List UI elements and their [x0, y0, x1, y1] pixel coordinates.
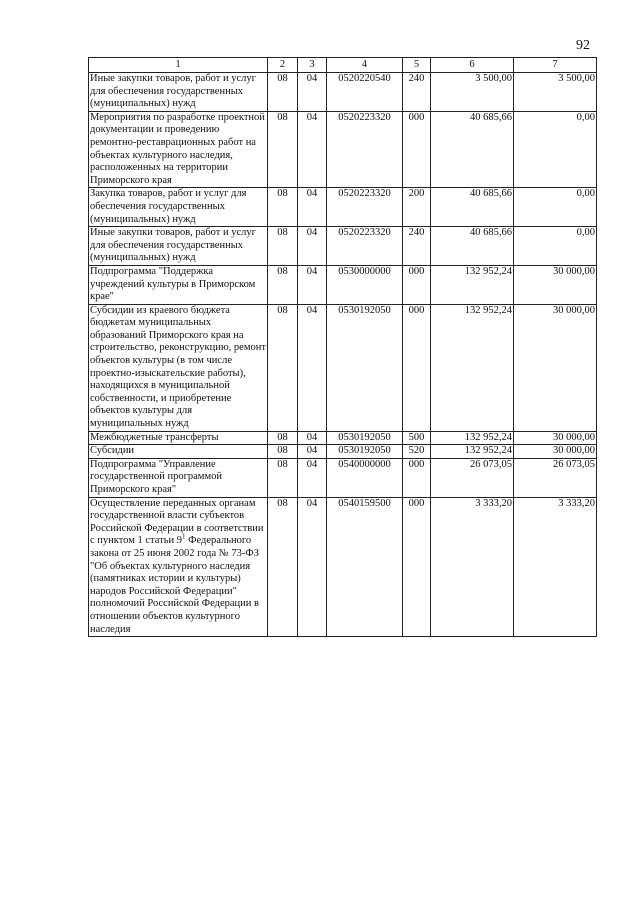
row-amount-1: 3 333,20 [431, 497, 514, 637]
row-section: 08 [268, 227, 298, 266]
row-expense-type: 240 [403, 73, 431, 112]
row-expense-type: 000 [403, 458, 431, 497]
row-subsection: 04 [298, 497, 327, 637]
row-section: 08 [268, 304, 298, 431]
row-target-article: 0540159500 [327, 497, 403, 637]
row-section: 08 [268, 188, 298, 227]
row-amount-1: 40 685,66 [431, 227, 514, 266]
row-amount-1: 40 685,66 [431, 188, 514, 227]
row-amount-2: 30 000,00 [514, 304, 597, 431]
row-section: 08 [268, 445, 298, 459]
row-amount-2: 0,00 [514, 111, 597, 188]
column-header: 1 [89, 58, 268, 73]
row-section: 08 [268, 73, 298, 112]
row-target-article: 0530192050 [327, 445, 403, 459]
row-expense-type: 000 [403, 265, 431, 304]
row-target-article: 0540000000 [327, 458, 403, 497]
row-subsection: 04 [298, 73, 327, 112]
row-subsection: 04 [298, 431, 327, 445]
row-amount-2: 0,00 [514, 227, 597, 266]
row-name: Иные закупки товаров, работ и услуг для обеспечения государственных (муниципальных) нужд [89, 73, 268, 112]
row-expense-type: 520 [403, 445, 431, 459]
table-row [89, 497, 597, 637]
budget-table [88, 57, 597, 637]
row-name: Иные закупки товаров, работ и услуг для обеспечения государственных (муниципальных) нужд [89, 227, 268, 266]
table-row [89, 227, 597, 266]
row-expense-type: 000 [403, 304, 431, 431]
column-header: 2 [268, 58, 298, 73]
row-target-article: 0530192050 [327, 431, 403, 445]
row-subsection: 04 [298, 458, 327, 497]
row-target-article: 0520223320 [327, 111, 403, 188]
row-amount-1: 26 073,05 [431, 458, 514, 497]
row-amount-1: 3 500,00 [431, 73, 514, 112]
row-target-article: 0520223320 [327, 227, 403, 266]
column-header: 3 [298, 58, 327, 73]
row-amount-2: 3 500,00 [514, 73, 597, 112]
table-row [89, 431, 597, 445]
table-row [89, 458, 597, 497]
table-row [89, 445, 597, 459]
column-header: 6 [431, 58, 514, 73]
table-row [89, 265, 597, 304]
row-amount-1: 40 685,66 [431, 111, 514, 188]
row-subsection: 04 [298, 304, 327, 431]
row-subsection: 04 [298, 265, 327, 304]
row-amount-1: 132 952,24 [431, 445, 514, 459]
row-subsection: 04 [298, 188, 327, 227]
row-name: Мероприятия по разработке проектной документации и проведению ремонтно-реставрационных работ на объектах культурного наследия, расположенных на территории Приморского края [89, 111, 268, 188]
row-target-article: 0520223320 [327, 188, 403, 227]
row-subsection: 04 [298, 111, 327, 188]
row-name [89, 497, 268, 637]
table-row [89, 111, 597, 188]
row-name-part: Осуществление переданных органам государственной власти субъектов Российской Федерации в соответствии с пунктом 1 статьи 9 [90, 497, 264, 547]
column-header: 4 [327, 58, 403, 73]
row-target-article: 0520220540 [327, 73, 403, 112]
row-name: Подпрограмма "Поддержка учреждений культуры в Приморском крае" [89, 265, 268, 304]
row-target-article: 0530192050 [327, 304, 403, 431]
row-section: 08 [268, 458, 298, 497]
footnote-superscript: 1 [182, 532, 186, 541]
row-name: Подпрограмма "Управление государственной программой Приморского края" [89, 458, 268, 497]
table-row [89, 188, 597, 227]
row-expense-type: 200 [403, 188, 431, 227]
row-name: Межбюджетные трансферты [89, 431, 268, 445]
row-amount-1: 132 952,24 [431, 265, 514, 304]
row-amount-1: 132 952,24 [431, 304, 514, 431]
column-header: 7 [514, 58, 597, 73]
row-section: 08 [268, 111, 298, 188]
page-number: 92 [576, 38, 590, 53]
row-name: Закупка товаров, работ и услуг для обеспечения государственных (муниципальных) нужд [89, 188, 268, 227]
row-amount-1: 132 952,24 [431, 431, 514, 445]
row-subsection: 04 [298, 445, 327, 459]
row-amount-2: 30 000,00 [514, 431, 597, 445]
row-amount-2: 0,00 [514, 188, 597, 227]
row-name: Субсидии из краевого бюджета бюджетам муниципальных образований Приморского края на строительство, реконструкцию, ремонт объектов культуры (в том числе проектно-изыскательские работы), находящихся в муниципальной собственности, и приобретение объектов культуры для муниципальных нужд [89, 304, 268, 431]
table-row [89, 304, 597, 431]
table-header-row [89, 58, 597, 73]
row-section: 08 [268, 431, 298, 445]
row-expense-type: 240 [403, 227, 431, 266]
row-name-part: Федерального закона от 25 июня 2002 года № 73-ФЗ "Об объектах культурного наследия (памятниках истории и культуры) народов Российской Федерации" полномочий Российской Федерации в отношении объектов культурного наследия [90, 535, 259, 635]
row-amount-2: 30 000,00 [514, 445, 597, 459]
row-amount-2: 3 333,20 [514, 497, 597, 637]
row-section: 08 [268, 265, 298, 304]
row-expense-type: 000 [403, 111, 431, 188]
row-expense-type: 500 [403, 431, 431, 445]
row-subsection: 04 [298, 227, 327, 266]
row-target-article: 0530000000 [327, 265, 403, 304]
row-section: 08 [268, 497, 298, 637]
row-amount-2: 30 000,00 [514, 265, 597, 304]
row-name: Субсидии [89, 445, 268, 459]
row-amount-2: 26 073,05 [514, 458, 597, 497]
table-row [89, 73, 597, 112]
row-expense-type: 000 [403, 497, 431, 637]
column-header: 5 [403, 58, 431, 73]
